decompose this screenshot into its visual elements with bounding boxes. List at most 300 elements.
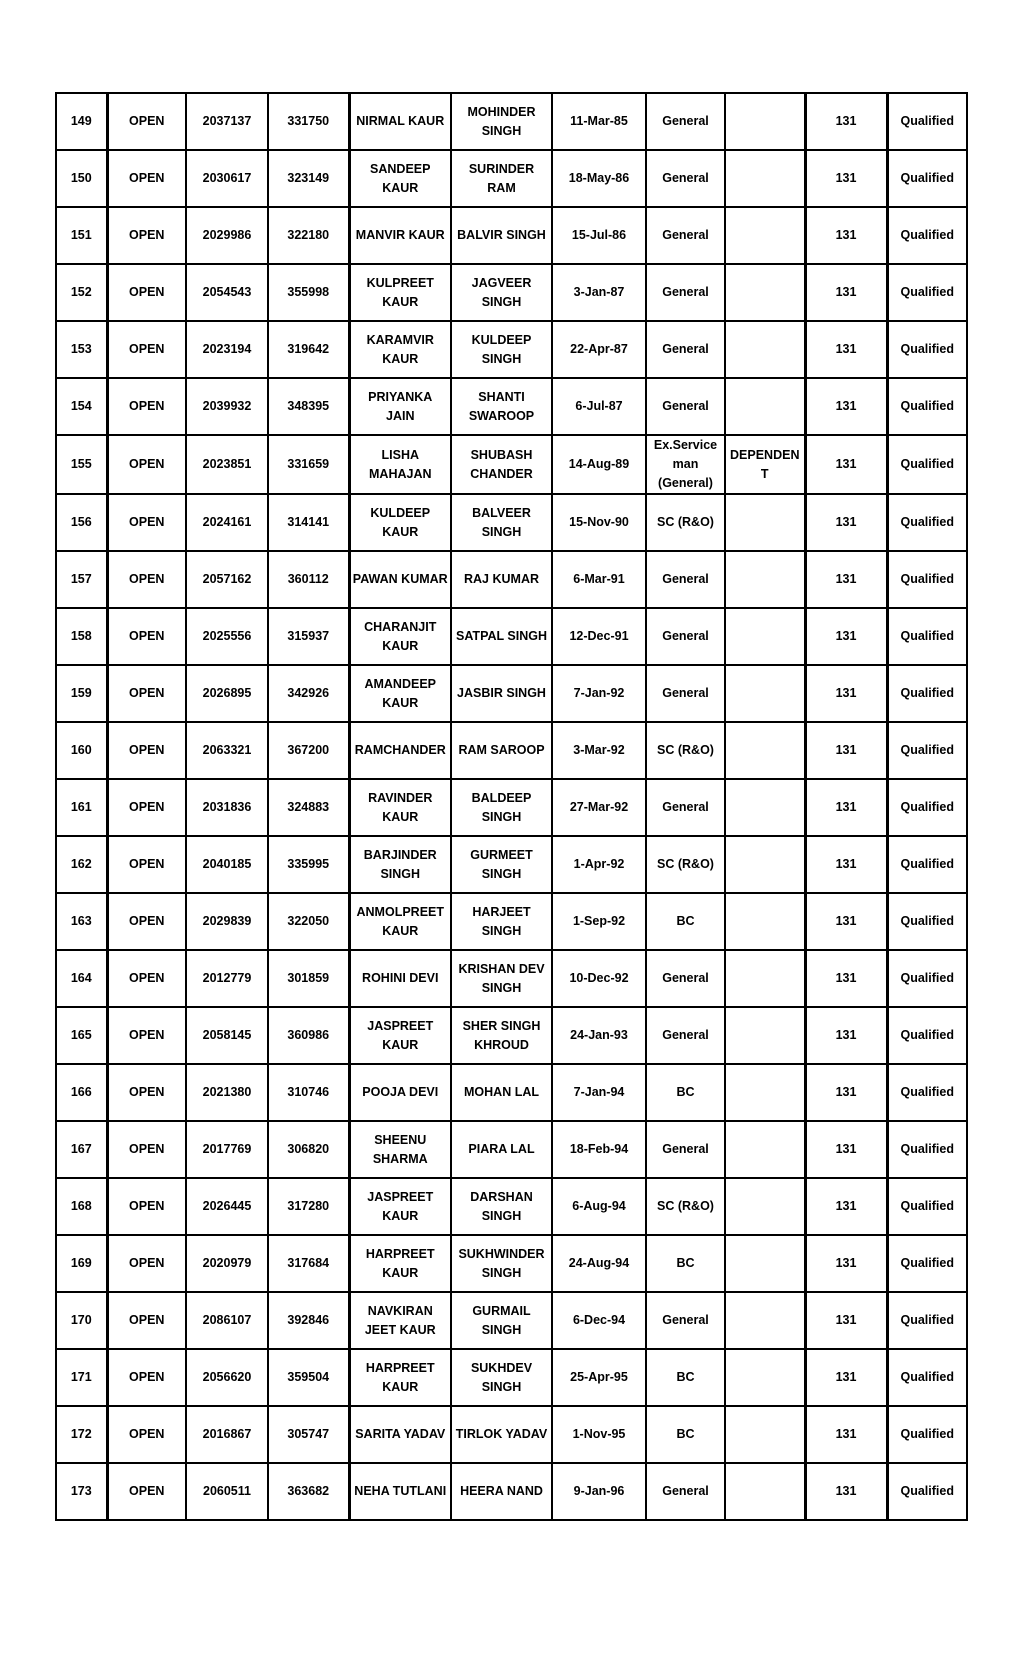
marks-cell: 131	[805, 321, 887, 378]
result-status-cell: Qualified	[887, 1121, 967, 1178]
candidate-name-cell: HARPREET KAUR	[349, 1349, 451, 1406]
date-of-birth-cell: 6-Aug-94	[552, 1178, 646, 1235]
sub-category-cell	[725, 665, 805, 722]
father-name-cell: BALVEER SINGH	[451, 494, 552, 551]
serial-no-cell: 168	[56, 1178, 107, 1235]
category-cell: OPEN	[107, 207, 186, 264]
sub-category-cell	[725, 1235, 805, 1292]
sub-category-cell	[725, 93, 805, 150]
application-no-cell: 2057162	[186, 551, 268, 608]
application-no-cell: 2017769	[186, 1121, 268, 1178]
result-status-cell: Qualified	[887, 836, 967, 893]
result-status-cell: Qualified	[887, 150, 967, 207]
reservation-category-cell: BC	[646, 1349, 725, 1406]
date-of-birth-cell: 1-Sep-92	[552, 893, 646, 950]
serial-no-cell: 150	[56, 150, 107, 207]
roll-no-cell: 359504	[268, 1349, 349, 1406]
father-name-cell: MOHAN LAL	[451, 1064, 552, 1121]
date-of-birth-cell: 24-Aug-94	[552, 1235, 646, 1292]
result-status-cell: Qualified	[887, 207, 967, 264]
table-row	[56, 836, 967, 893]
table-row	[56, 264, 967, 321]
table-row	[56, 1463, 967, 1520]
category-cell: OPEN	[107, 494, 186, 551]
father-name-cell: RAJ KUMAR	[451, 551, 552, 608]
marks-cell: 131	[805, 665, 887, 722]
date-of-birth-cell: 18-Feb-94	[552, 1121, 646, 1178]
application-no-cell: 2037137	[186, 93, 268, 150]
result-status-cell: Qualified	[887, 1178, 967, 1235]
candidate-name-cell: KULPREET KAUR	[349, 264, 451, 321]
table-row	[56, 321, 967, 378]
roll-no-cell: 306820	[268, 1121, 349, 1178]
roll-no-cell: 331750	[268, 93, 349, 150]
serial-no-cell: 164	[56, 950, 107, 1007]
serial-no-cell: 155	[56, 435, 107, 494]
result-status-cell: Qualified	[887, 551, 967, 608]
roll-no-cell: 305747	[268, 1406, 349, 1463]
reservation-category-cell: SC (R&O)	[646, 722, 725, 779]
date-of-birth-cell: 7-Jan-94	[552, 1064, 646, 1121]
reservation-category-cell: BC	[646, 1064, 725, 1121]
roll-no-cell: 323149	[268, 150, 349, 207]
roll-no-cell: 314141	[268, 494, 349, 551]
sub-category-cell	[725, 1121, 805, 1178]
roll-no-cell: 331659	[268, 435, 349, 494]
result-status-cell: Qualified	[887, 779, 967, 836]
application-no-cell: 2023851	[186, 435, 268, 494]
marks-cell: 131	[805, 1064, 887, 1121]
sub-category-cell	[725, 1007, 805, 1064]
serial-no-cell: 152	[56, 264, 107, 321]
sub-category-cell	[725, 1463, 805, 1520]
table-row	[56, 1121, 967, 1178]
marks-cell: 131	[805, 1007, 887, 1064]
marks-cell: 131	[805, 1406, 887, 1463]
date-of-birth-cell: 6-Mar-91	[552, 551, 646, 608]
sub-category-cell	[725, 551, 805, 608]
result-status-cell: Qualified	[887, 494, 967, 551]
date-of-birth-cell: 10-Dec-92	[552, 950, 646, 1007]
reservation-category-cell: General	[646, 665, 725, 722]
application-no-cell: 2031836	[186, 779, 268, 836]
result-status-cell: Qualified	[887, 1406, 967, 1463]
candidate-name-cell: SANDEEP KAUR	[349, 150, 451, 207]
roll-no-cell: 335995	[268, 836, 349, 893]
category-cell: OPEN	[107, 836, 186, 893]
result-status-cell: Qualified	[887, 1292, 967, 1349]
father-name-cell: JAGVEER SINGH	[451, 264, 552, 321]
serial-no-cell: 153	[56, 321, 107, 378]
result-status-cell: Qualified	[887, 893, 967, 950]
candidate-name-cell: AMANDEEP KAUR	[349, 665, 451, 722]
category-cell: OPEN	[107, 1292, 186, 1349]
date-of-birth-cell: 3-Mar-92	[552, 722, 646, 779]
result-status-cell: Qualified	[887, 1349, 967, 1406]
candidate-name-cell: NAVKIRAN JEET KAUR	[349, 1292, 451, 1349]
application-no-cell: 2030617	[186, 150, 268, 207]
father-name-cell: BALDEEP SINGH	[451, 779, 552, 836]
marks-cell: 131	[805, 264, 887, 321]
table-row	[56, 893, 967, 950]
serial-no-cell: 166	[56, 1064, 107, 1121]
marks-cell: 131	[805, 893, 887, 950]
reservation-category-cell: General	[646, 950, 725, 1007]
roll-no-cell: 319642	[268, 321, 349, 378]
reservation-category-cell: BC	[646, 893, 725, 950]
application-no-cell: 2039932	[186, 378, 268, 435]
roll-no-cell: 324883	[268, 779, 349, 836]
table-row	[56, 378, 967, 435]
table-row	[56, 1406, 967, 1463]
candidate-name-cell: ROHINI DEVI	[349, 950, 451, 1007]
category-cell: OPEN	[107, 1463, 186, 1520]
candidate-name-cell: JASPREET KAUR	[349, 1007, 451, 1064]
sub-category-cell	[725, 1349, 805, 1406]
table-row	[56, 494, 967, 551]
date-of-birth-cell: 14-Aug-89	[552, 435, 646, 494]
serial-no-cell: 169	[56, 1235, 107, 1292]
candidate-name-cell: NIRMAL KAUR	[349, 93, 451, 150]
category-cell: OPEN	[107, 893, 186, 950]
sub-category-cell	[725, 836, 805, 893]
father-name-cell: SHER SINGH KHROUD	[451, 1007, 552, 1064]
result-status-cell: Qualified	[887, 950, 967, 1007]
table-row	[56, 1064, 967, 1121]
table-row	[56, 722, 967, 779]
category-cell: OPEN	[107, 321, 186, 378]
marks-cell: 131	[805, 1292, 887, 1349]
category-cell: OPEN	[107, 378, 186, 435]
category-cell: OPEN	[107, 1406, 186, 1463]
serial-no-cell: 154	[56, 378, 107, 435]
category-cell: OPEN	[107, 1121, 186, 1178]
result-status-cell: Qualified	[887, 264, 967, 321]
date-of-birth-cell: 1-Nov-95	[552, 1406, 646, 1463]
date-of-birth-cell: 27-Mar-92	[552, 779, 646, 836]
application-no-cell: 2025556	[186, 608, 268, 665]
date-of-birth-cell: 3-Jan-87	[552, 264, 646, 321]
table-row	[56, 551, 967, 608]
reservation-category-cell: SC (R&O)	[646, 494, 725, 551]
sub-category-cell	[725, 264, 805, 321]
sub-category-cell: DEPENDEN T	[725, 435, 805, 494]
father-name-cell: SHUBASH CHANDER	[451, 435, 552, 494]
table-body	[56, 93, 967, 1520]
table-row	[56, 1292, 967, 1349]
roll-no-cell: 360986	[268, 1007, 349, 1064]
application-no-cell: 2026445	[186, 1178, 268, 1235]
father-name-cell: GURMAIL SINGH	[451, 1292, 552, 1349]
sub-category-cell	[725, 950, 805, 1007]
candidate-name-cell: HARPREET KAUR	[349, 1235, 451, 1292]
application-no-cell: 2058145	[186, 1007, 268, 1064]
father-name-cell: KULDEEP SINGH	[451, 321, 552, 378]
reservation-category-cell: General	[646, 1463, 725, 1520]
date-of-birth-cell: 6-Jul-87	[552, 378, 646, 435]
application-no-cell: 2012779	[186, 950, 268, 1007]
table-row	[56, 1178, 967, 1235]
candidate-name-cell: MANVIR KAUR	[349, 207, 451, 264]
category-cell: OPEN	[107, 435, 186, 494]
table-row	[56, 435, 967, 494]
candidate-name-cell: CHARANJIT KAUR	[349, 608, 451, 665]
candidate-name-cell: RAVINDER KAUR	[349, 779, 451, 836]
marks-cell: 131	[805, 551, 887, 608]
father-name-cell: SURINDER RAM	[451, 150, 552, 207]
reservation-category-cell: SC (R&O)	[646, 1178, 725, 1235]
result-status-cell: Qualified	[887, 1064, 967, 1121]
reservation-category-cell: BC	[646, 1406, 725, 1463]
marks-cell: 131	[805, 722, 887, 779]
marks-cell: 131	[805, 1463, 887, 1520]
marks-cell: 131	[805, 435, 887, 494]
result-status-cell: Qualified	[887, 321, 967, 378]
application-no-cell: 2056620	[186, 1349, 268, 1406]
table-row	[56, 779, 967, 836]
results-table	[55, 92, 968, 1521]
sub-category-cell	[725, 321, 805, 378]
category-cell: OPEN	[107, 93, 186, 150]
father-name-cell: HEERA NAND	[451, 1463, 552, 1520]
candidate-name-cell: SARITA YADAV	[349, 1406, 451, 1463]
candidate-name-cell: SHEENU SHARMA	[349, 1121, 451, 1178]
father-name-cell: SUKHWINDER SINGH	[451, 1235, 552, 1292]
serial-no-cell: 172	[56, 1406, 107, 1463]
sub-category-cell	[725, 779, 805, 836]
application-no-cell: 2016867	[186, 1406, 268, 1463]
table-row	[56, 608, 967, 665]
reservation-category-cell: General	[646, 1007, 725, 1064]
date-of-birth-cell: 7-Jan-92	[552, 665, 646, 722]
father-name-cell: PIARA LAL	[451, 1121, 552, 1178]
marks-cell: 131	[805, 836, 887, 893]
reservation-category-cell: SC (R&O)	[646, 836, 725, 893]
application-no-cell: 2020979	[186, 1235, 268, 1292]
application-no-cell: 2029986	[186, 207, 268, 264]
reservation-category-cell: General	[646, 93, 725, 150]
serial-no-cell: 160	[56, 722, 107, 779]
application-no-cell: 2040185	[186, 836, 268, 893]
candidate-name-cell: PAWAN KUMAR	[349, 551, 451, 608]
candidate-name-cell: POOJA DEVI	[349, 1064, 451, 1121]
table-row	[56, 1235, 967, 1292]
father-name-cell: SATPAL SINGH	[451, 608, 552, 665]
serial-no-cell: 161	[56, 779, 107, 836]
reservation-category-cell: General	[646, 378, 725, 435]
category-cell: OPEN	[107, 264, 186, 321]
father-name-cell: SUKHDEV SINGH	[451, 1349, 552, 1406]
date-of-birth-cell: 22-Apr-87	[552, 321, 646, 378]
date-of-birth-cell: 15-Nov-90	[552, 494, 646, 551]
date-of-birth-cell: 25-Apr-95	[552, 1349, 646, 1406]
result-status-cell: Qualified	[887, 608, 967, 665]
date-of-birth-cell: 1-Apr-92	[552, 836, 646, 893]
application-no-cell: 2021380	[186, 1064, 268, 1121]
serial-no-cell: 165	[56, 1007, 107, 1064]
table-row	[56, 950, 967, 1007]
date-of-birth-cell: 9-Jan-96	[552, 1463, 646, 1520]
application-no-cell: 2023194	[186, 321, 268, 378]
candidate-name-cell: KARAMVIR KAUR	[349, 321, 451, 378]
table-row	[56, 207, 967, 264]
candidate-name-cell: JASPREET KAUR	[349, 1178, 451, 1235]
reservation-category-cell: General	[646, 1292, 725, 1349]
marks-cell: 131	[805, 1121, 887, 1178]
result-status-cell: Qualified	[887, 665, 967, 722]
date-of-birth-cell: 6-Dec-94	[552, 1292, 646, 1349]
application-no-cell: 2086107	[186, 1292, 268, 1349]
category-cell: OPEN	[107, 551, 186, 608]
result-status-cell: Qualified	[887, 722, 967, 779]
application-no-cell: 2024161	[186, 494, 268, 551]
candidate-name-cell: NEHA TUTLANI	[349, 1463, 451, 1520]
candidate-name-cell: RAMCHANDER	[349, 722, 451, 779]
date-of-birth-cell: 24-Jan-93	[552, 1007, 646, 1064]
serial-no-cell: 159	[56, 665, 107, 722]
category-cell: OPEN	[107, 665, 186, 722]
date-of-birth-cell: 15-Jul-86	[552, 207, 646, 264]
application-no-cell: 2063321	[186, 722, 268, 779]
category-cell: OPEN	[107, 779, 186, 836]
candidate-name-cell: PRIYANKA JAIN	[349, 378, 451, 435]
father-name-cell: JASBIR SINGH	[451, 665, 552, 722]
result-status-cell: Qualified	[887, 435, 967, 494]
category-cell: OPEN	[107, 1235, 186, 1292]
roll-no-cell: 322050	[268, 893, 349, 950]
sub-category-cell	[725, 1292, 805, 1349]
sub-category-cell	[725, 1064, 805, 1121]
marks-cell: 131	[805, 207, 887, 264]
sub-category-cell	[725, 150, 805, 207]
reservation-category-cell: General	[646, 1121, 725, 1178]
serial-no-cell: 163	[56, 893, 107, 950]
marks-cell: 131	[805, 93, 887, 150]
roll-no-cell: 317280	[268, 1178, 349, 1235]
category-cell: OPEN	[107, 1007, 186, 1064]
roll-no-cell: 367200	[268, 722, 349, 779]
reservation-category-cell: General	[646, 150, 725, 207]
father-name-cell: DARSHAN SINGH	[451, 1178, 552, 1235]
father-name-cell: BALVIR SINGH	[451, 207, 552, 264]
serial-no-cell: 149	[56, 93, 107, 150]
roll-no-cell: 310746	[268, 1064, 349, 1121]
reservation-category-cell: General	[646, 779, 725, 836]
reservation-category-cell: General	[646, 551, 725, 608]
application-no-cell: 2060511	[186, 1463, 268, 1520]
category-cell: OPEN	[107, 1064, 186, 1121]
application-no-cell: 2029839	[186, 893, 268, 950]
marks-cell: 131	[805, 608, 887, 665]
marks-cell: 131	[805, 1178, 887, 1235]
result-status-cell: Qualified	[887, 378, 967, 435]
roll-no-cell: 322180	[268, 207, 349, 264]
candidate-name-cell: ANMOLPREET KAUR	[349, 893, 451, 950]
sub-category-cell	[725, 893, 805, 950]
sub-category-cell	[725, 1178, 805, 1235]
result-status-cell: Qualified	[887, 1235, 967, 1292]
sub-category-cell	[725, 207, 805, 264]
table-row	[56, 150, 967, 207]
reservation-category-cell: BC	[646, 1235, 725, 1292]
sub-category-cell	[725, 608, 805, 665]
roll-no-cell: 301859	[268, 950, 349, 1007]
father-name-cell: HARJEET SINGH	[451, 893, 552, 950]
marks-cell: 131	[805, 950, 887, 1007]
roll-no-cell: 348395	[268, 378, 349, 435]
candidate-name-cell: KULDEEP KAUR	[349, 494, 451, 551]
sub-category-cell	[725, 378, 805, 435]
reservation-category-cell: Ex.Service man (General)	[646, 435, 725, 494]
result-status-cell: Qualified	[887, 1007, 967, 1064]
category-cell: OPEN	[107, 1178, 186, 1235]
category-cell: OPEN	[107, 1349, 186, 1406]
serial-no-cell: 162	[56, 836, 107, 893]
category-cell: OPEN	[107, 608, 186, 665]
date-of-birth-cell: 11-Mar-85	[552, 93, 646, 150]
roll-no-cell: 355998	[268, 264, 349, 321]
marks-cell: 131	[805, 150, 887, 207]
marks-cell: 131	[805, 494, 887, 551]
reservation-category-cell: General	[646, 608, 725, 665]
date-of-birth-cell: 12-Dec-91	[552, 608, 646, 665]
serial-no-cell: 157	[56, 551, 107, 608]
serial-no-cell: 170	[56, 1292, 107, 1349]
application-no-cell: 2026895	[186, 665, 268, 722]
serial-no-cell: 173	[56, 1463, 107, 1520]
serial-no-cell: 171	[56, 1349, 107, 1406]
date-of-birth-cell: 18-May-86	[552, 150, 646, 207]
category-cell: OPEN	[107, 150, 186, 207]
candidate-name-cell: BARJINDER SINGH	[349, 836, 451, 893]
father-name-cell: RAM SAROOP	[451, 722, 552, 779]
roll-no-cell: 363682	[268, 1463, 349, 1520]
marks-cell: 131	[805, 1235, 887, 1292]
application-no-cell: 2054543	[186, 264, 268, 321]
category-cell: OPEN	[107, 950, 186, 1007]
serial-no-cell: 158	[56, 608, 107, 665]
father-name-cell: GURMEET SINGH	[451, 836, 552, 893]
serial-no-cell: 167	[56, 1121, 107, 1178]
roll-no-cell: 360112	[268, 551, 349, 608]
roll-no-cell: 315937	[268, 608, 349, 665]
table-row	[56, 665, 967, 722]
father-name-cell: KRISHAN DEV SINGH	[451, 950, 552, 1007]
candidate-name-cell: LISHA MAHAJAN	[349, 435, 451, 494]
father-name-cell: TIRLOK YADAV	[451, 1406, 552, 1463]
serial-no-cell: 151	[56, 207, 107, 264]
father-name-cell: MOHINDER SINGH	[451, 93, 552, 150]
roll-no-cell: 392846	[268, 1292, 349, 1349]
father-name-cell: SHANTI SWAROOP	[451, 378, 552, 435]
table-row	[56, 1007, 967, 1064]
table-row	[56, 93, 967, 150]
reservation-category-cell: General	[646, 321, 725, 378]
result-status-cell: Qualified	[887, 93, 967, 150]
table-row	[56, 1349, 967, 1406]
marks-cell: 131	[805, 779, 887, 836]
result-status-cell: Qualified	[887, 1463, 967, 1520]
marks-cell: 131	[805, 1349, 887, 1406]
sub-category-cell	[725, 1406, 805, 1463]
reservation-category-cell: General	[646, 264, 725, 321]
serial-no-cell: 156	[56, 494, 107, 551]
marks-cell: 131	[805, 378, 887, 435]
sub-category-cell	[725, 494, 805, 551]
category-cell: OPEN	[107, 722, 186, 779]
roll-no-cell: 317684	[268, 1235, 349, 1292]
sub-category-cell	[725, 722, 805, 779]
